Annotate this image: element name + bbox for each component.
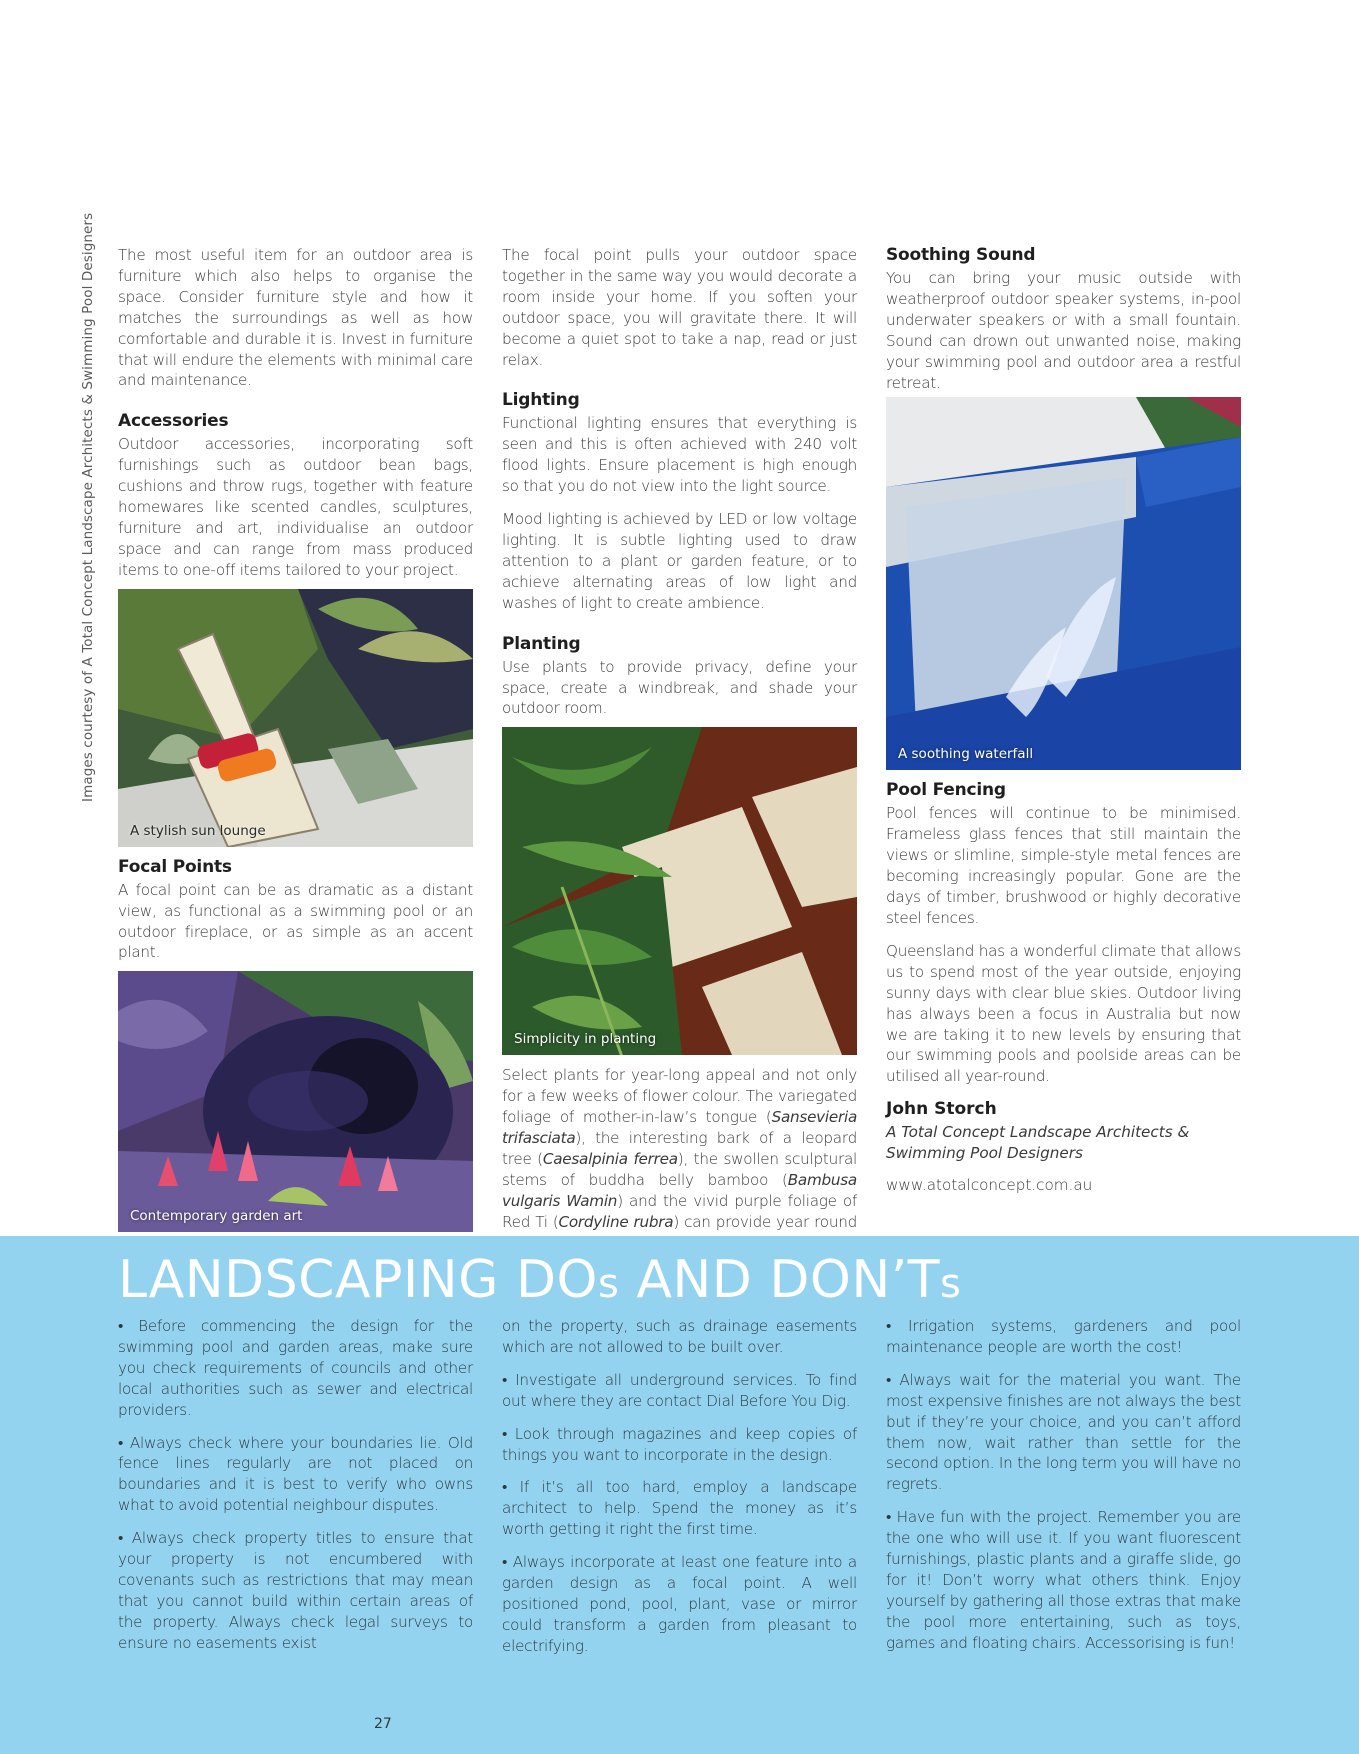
image-credit: Images courtesy of A Total Concept Landscape Architects & Swimming Pool Designers (80, 212, 96, 802)
focal-continued-paragraph: The focal point pulls your outdoor space together in the same way you would decorate a room inside your home. If you soften your outdoor space, you will gravitate there. It will become a quiet spot to take a nap, read or just relax. (502, 246, 857, 369)
intro-paragraph: The most useful item for an outdoor area is furniture which also helps to organise the space. Consider furniture style and how it matches the surroundings as well as how comfortable and durable it is. Invest in furniture that will endure the elements with minimal care and maintenance. (118, 246, 473, 390)
planting-caption: Simplicity in planting (514, 1031, 657, 1048)
sun-lounge-photo (118, 589, 473, 847)
lighting-paragraph-2: Mood lighting is achieved by LED or low voltage lighting. It is subtle lighting used to draw attention to a plant or garden feature, or to achieve alternating areas of low light and washes of light to create ambience. (502, 510, 857, 612)
garden-art-caption: Contemporary garden art (130, 1208, 303, 1225)
planting-heading: Planting (502, 633, 581, 654)
planting-paragraph-1: Use plants to provide privacy, define your space, create a windbreak, and shade your outdoor room. (502, 657, 857, 718)
tips-column-2 (502, 1316, 857, 1669)
tip-item: • Always check property titles to ensure that your property is not encumbered with covenants such as restrictions that may mean that you cannot build within certain areas of the property. Always check legal surveys to ensure no easements exist (118, 1529, 473, 1652)
soothing-sound-heading: Soothing Sound (886, 245, 1036, 265)
waterfall-caption: A soothing waterfall (898, 746, 1034, 763)
soothing-sound-paragraph: You can bring your music outside with weatherproof outdoor speaker systems, in-pool underwater speakers or with a small fountain. Sound can drown out unwanted noise, making your swimming pool and outdoor area a restful retreat. (886, 269, 1241, 392)
column-1 (118, 245, 473, 1242)
queensland-paragraph: Queensland has a wonderful climate that allows us to spend most of the year outside, enjoying sunny days with clear blue skies. Outdoor living has always been a focus in Australia but now we are taking it to new levels by ensuring that our swimming pools and poolside areas can be utilised all year-round. (886, 941, 1241, 1086)
tips-title: LANDSCAPING DOs AND DON’Ts (118, 1250, 962, 1310)
column-3 (886, 245, 1241, 1194)
tip-item: on the property, such as drainage easements which are not allowed to be built over. (502, 1317, 857, 1356)
tip-item: • If it’s all too hard, employ a landscape architect to help. Spend the money as it’s worth getting it right the first time. (502, 1478, 857, 1539)
tip-item: • Look through magazines and keep copies of things you want to incorporate in the design. (502, 1424, 857, 1464)
author-name: John Storch (886, 1099, 997, 1120)
tips-column-1 (118, 1316, 473, 1666)
tip-item: • Before commencing the design for the swimming pool and garden areas, make sure you check requirements of councils and other local authorities such as sewer and electrical providers. (118, 1317, 473, 1419)
author-company: A Total Concept Landscape Architects & Swimming Pool Designers (886, 1123, 1190, 1163)
tip-item: • Have fun with the project. Remember you are the one who will use it. If you want fluorescent furnishings, plastic plants and a giraffe slide, go for it! Don’t worry what others think. Enjoy yourself by gathering all those extras that make the pool more entertaining, such as toys, games and floating chairs. Accessorising is fun! (886, 1508, 1241, 1652)
planting-paragraph-2: Select plants for year-long appeal and not only for a few weeks of flower colour. The variegated foliage of mother-in-law’s tongue (Sansevieria trifasciata), the interesting bark of a leopard tree (Caesalpinia ferrea), the swollen sculptural stems of buddha belly bamboo (Bambusa vulgaris Wamin) and the vivid purple foliage of Red Ti (Cordyline rubra) can provide year round (502, 1066, 857, 1231)
pool-fencing-paragraph: Pool fences will continue to be minimised. Frameless glass fences that still maintain the views or slimline, simple-style metal fences are becoming increasingly popular. Gone are the days of timber, brushwood or highly decorative steel fences. (886, 804, 1241, 927)
tip-item: • Investigate all underground services. To find out where they are contact Dial Before You Dig. (502, 1370, 857, 1410)
focal-points-paragraph: A focal point can be as dramatic as a distant view, as functional as a swimming pool or an outdoor fireplace, or as simple as an accent plant. (118, 880, 473, 962)
accessories-heading: Accessories (118, 411, 229, 432)
accessories-paragraph: Outdoor accessories, incorporating soft furnishings such as outdoor bean bags, cushions and throw rugs, together with feature homewares like scented candles, sculptures, furniture and art, individualise an outdoor space and can range from mass produced items to one-off items tailored to your project. (118, 435, 473, 579)
waterfall-photo (886, 397, 1241, 770)
page-number: 27 (374, 1716, 392, 1732)
tips-section (0, 1236, 1359, 1754)
tip-item: • Always wait for the material you want. The most expensive finishes are not always the best but if they’re your choice, and you can’t afford them now, wait rather than settle for the second option. In the long term you will have no regrets. (886, 1370, 1241, 1494)
tip-item: • Always incorporate at least one feature into a garden design as a focal point. A well positioned pond, pool, plant, vase or mirror could transform a garden from pleasant to electrifying. (502, 1553, 857, 1655)
focal-points-heading: Focal Points (118, 856, 232, 877)
author-website: www.atotalconcept.com.au (886, 1176, 1093, 1195)
column-2 (502, 245, 857, 1265)
sun-lounge-caption: A stylish sun lounge (130, 822, 266, 839)
planting-photo (502, 727, 857, 1055)
tips-column-3 (886, 1316, 1241, 1666)
pool-fencing-heading: Pool Fencing (886, 780, 1006, 801)
lighting-heading: Lighting (502, 390, 580, 411)
garden-art-photo (118, 971, 473, 1232)
tip-item: • Always check where your boundaries lie. Old fence lines regularly are not placed on boundaries and it is best to verify who owns what to avoid potential neighbour disputes. (118, 1433, 473, 1515)
tip-item: • Irrigation systems, gardeners and pool maintenance people are worth the cost! (886, 1317, 1241, 1356)
lighting-paragraph-1: Functional lighting ensures that everything is seen and this is often achieved with 240 volt flood lights. Ensure placement is high enough so that you do not view into the light source. (502, 414, 857, 496)
